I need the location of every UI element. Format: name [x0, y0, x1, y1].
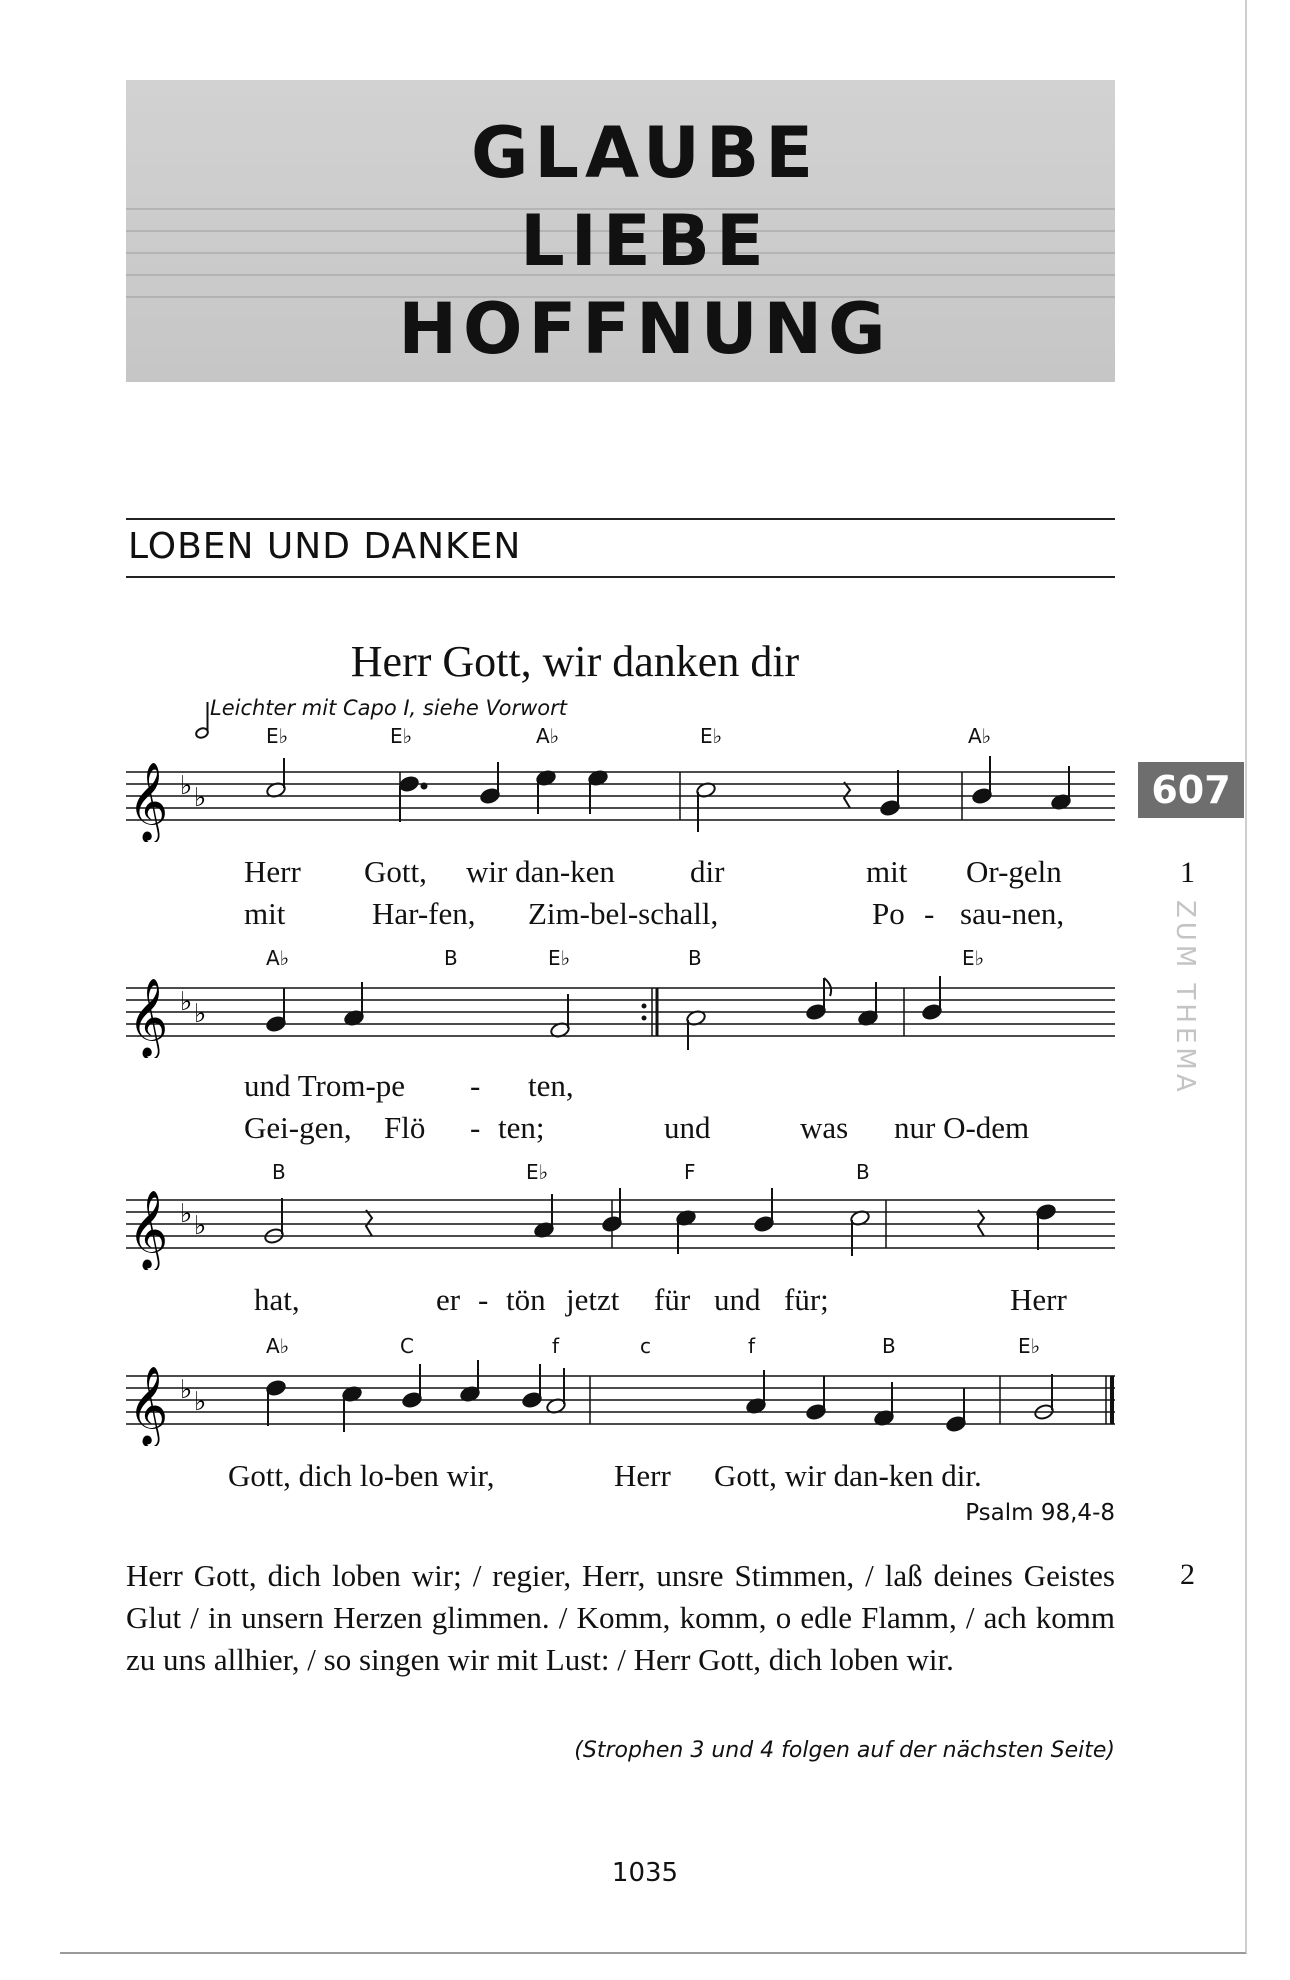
lyric-syllable: was — [800, 1110, 849, 1145]
svg-text:𝄞: 𝄞 — [128, 1190, 169, 1269]
chord: B — [272, 1160, 286, 1184]
lyric-syllable: Gei-gen, — [244, 1110, 352, 1145]
capo-note: Leichter mit Capo I, siehe Vorwort — [210, 696, 568, 720]
lyric-syllable: - — [470, 1068, 481, 1103]
lyric-syllable: mit — [244, 896, 286, 931]
chord: f — [552, 1334, 560, 1358]
svg-text:♭: ♭ — [180, 1375, 193, 1405]
lyric-syllable: wir dan-ken — [466, 854, 615, 889]
chord: B — [882, 1334, 896, 1358]
verse-number-1: 1 — [1180, 856, 1195, 889]
lyric-syllable: Flö — [384, 1110, 426, 1145]
chord: E♭ — [266, 724, 289, 748]
page-number: 1035 — [611, 1858, 679, 1888]
next-page-note: (Strophen 3 und 4 folgen auf der nächsten Seite) — [574, 1738, 1115, 1763]
section-rule-bottom — [126, 576, 1115, 578]
chord: E♭ — [390, 724, 413, 748]
chord: f — [748, 1334, 756, 1358]
chord: A♭ — [968, 724, 992, 748]
svg-text:𝄞: 𝄞 — [128, 762, 169, 841]
header-title-line-3: HOFFNUNG — [398, 288, 892, 370]
chord: E♭ — [526, 1160, 549, 1184]
svg-text:♭: ♭ — [194, 999, 207, 1029]
verse-number-2: 2 — [1180, 1558, 1195, 1591]
chord: c — [640, 1334, 651, 1358]
lyric-syllable: Gott, — [364, 854, 427, 889]
lyric-syllable: und — [714, 1282, 761, 1317]
music-staff-3 — [126, 1180, 1115, 1270]
svg-text:♭: ♭ — [180, 987, 193, 1017]
section-rule-top — [126, 518, 1115, 520]
chord: A♭ — [266, 946, 290, 970]
lyric-syllable: er — [436, 1282, 461, 1317]
lyric-syllable: und Trom-pe — [244, 1068, 406, 1103]
song-number-tab: 607 — [1138, 762, 1244, 818]
chord: B — [856, 1160, 870, 1184]
lyric-syllable: nur O-dem — [894, 1110, 1030, 1145]
svg-text:♭: ♭ — [194, 1387, 207, 1417]
chord: E♭ — [962, 946, 985, 970]
lyric-syllable: Herr — [614, 1458, 671, 1493]
lyric-syllable: - — [470, 1110, 481, 1145]
music-staff-2 — [126, 968, 1115, 1058]
header-title-line-1: GLAUBE — [470, 112, 820, 194]
chord: A♭ — [266, 1334, 290, 1358]
chord: E♭ — [700, 724, 723, 748]
lyric-syllable: Herr — [244, 854, 301, 889]
lyric-syllable: sau-nen, — [960, 896, 1065, 931]
lyric-syllable: ten, — [528, 1068, 574, 1103]
song-title: Herr Gott, wir danken dir — [350, 637, 800, 686]
chord: E♭ — [548, 946, 571, 970]
section-heading: LOBEN UND DANKEN — [128, 526, 522, 567]
svg-text:♭: ♭ — [194, 1211, 207, 1241]
lyric-syllable: Po — [872, 896, 905, 931]
chord: B — [444, 946, 458, 970]
svg-text:𝄞: 𝄞 — [128, 1366, 169, 1445]
verse-2-text: Herr Gott, dich loben wir; / regier, Herr, unsre Stimmen, / laß deines Geistes Glut / in unsern Herzen glimmen. / Komm, komm, o edle Flamm, / ach komm zu uns allhier, / so singen wir mit Lust: / Herr Gott, dich loben wir. — [126, 1558, 1115, 1677]
lyric-syllable: und — [664, 1110, 711, 1145]
svg-text:𝄞: 𝄞 — [128, 978, 169, 1057]
chord: F — [684, 1160, 696, 1184]
svg-text:♭: ♭ — [194, 783, 207, 813]
lyric-syllable: für — [654, 1282, 691, 1317]
side-section-label: ZUM THEMA — [1170, 900, 1200, 1096]
lyric-syllable: mit — [866, 854, 908, 889]
lyric-syllable: dir — [690, 854, 725, 889]
svg-text:♭: ♭ — [180, 771, 193, 801]
music-staff-4 — [126, 1356, 1115, 1446]
lyric-syllable: - — [478, 1282, 489, 1317]
lyric-syllable: für; — [784, 1282, 829, 1317]
lyric-syllable: Gott, dich lo-ben wir, — [228, 1458, 495, 1493]
lyric-syllable: jetzt — [566, 1282, 620, 1317]
lyric-syllable: Gott, wir dan-ken dir. — [714, 1458, 982, 1493]
chord: E♭ — [1018, 1334, 1041, 1358]
lyric-syllable: hat, — [254, 1282, 300, 1317]
chord: C — [400, 1334, 414, 1358]
lyric-syllable: Zim-bel-schall, — [528, 896, 719, 931]
lyric-syllable: Herr — [1010, 1282, 1067, 1317]
svg-text:♭: ♭ — [180, 1199, 193, 1229]
chord: A♭ — [536, 724, 560, 748]
lyric-syllable: Or-geln — [966, 854, 1062, 889]
lyric-syllable: Har-fen, — [372, 896, 476, 931]
header-title-line-2: LIEBE — [520, 200, 770, 282]
lyric-syllable: - — [924, 896, 935, 931]
lyric-syllable: ten; — [498, 1110, 545, 1145]
chord: B — [688, 946, 702, 970]
music-staff-1 — [126, 752, 1115, 842]
song-source: Psalm 98,4-8 — [965, 1500, 1115, 1526]
lyric-syllable: tön — [506, 1282, 546, 1317]
